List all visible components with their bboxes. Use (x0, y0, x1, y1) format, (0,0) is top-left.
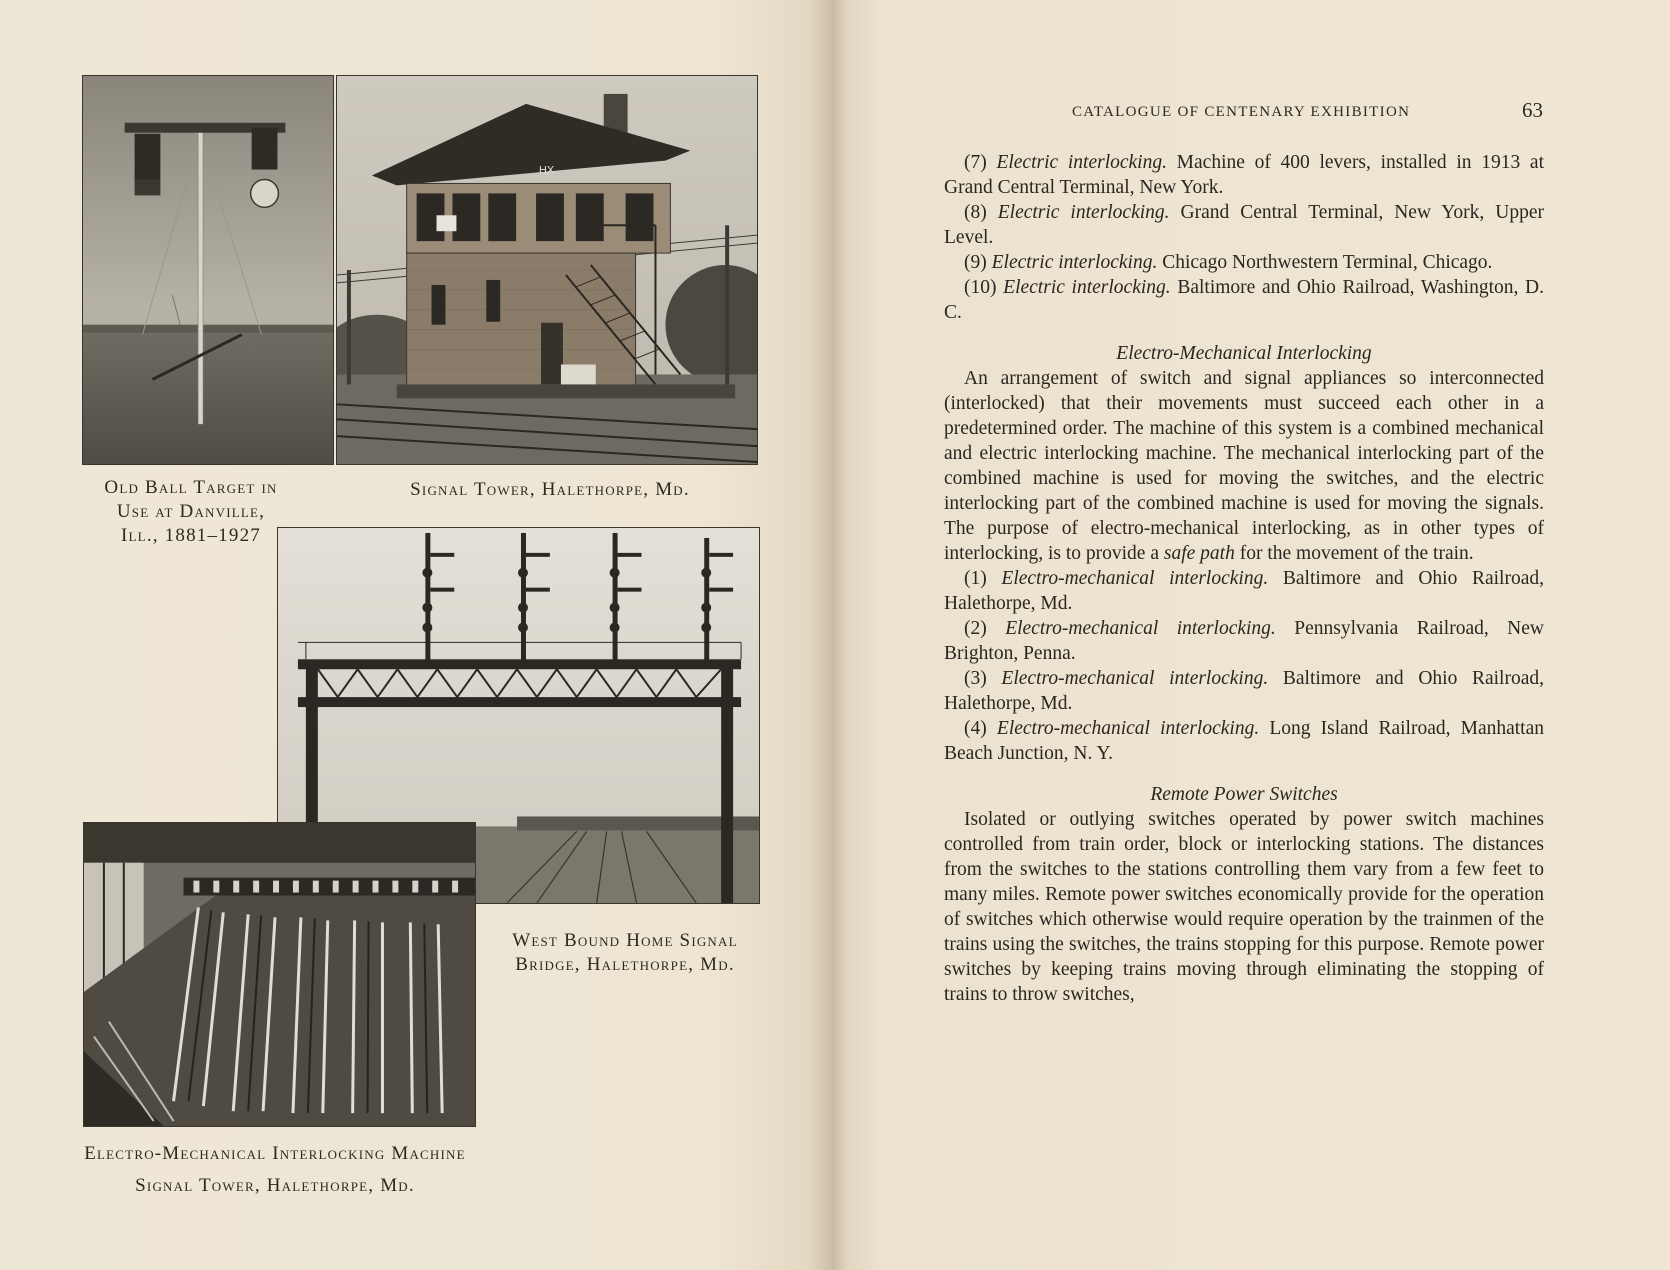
paragraph-emphasis: safe path (1163, 543, 1235, 564)
signal-tower-image (337, 76, 757, 464)
item-title: Electro-mechanical interlocking. (1001, 668, 1269, 689)
section-heading: Remote Power Switches (1150, 784, 1338, 805)
section-paragraph (944, 366, 1544, 566)
item-title: Electro-mechanical interlocking. (996, 718, 1260, 739)
section-heading: Electro-Mechanical Interlocking (1116, 343, 1372, 364)
caption-line: Use at Danville, (116, 501, 266, 522)
item-number: (7) (964, 152, 987, 173)
item-title: Electric interlocking. (1003, 277, 1171, 298)
running-head: CATALOGUE OF CENTENARY EXHIBITION (1072, 104, 1411, 120)
svg-text:HX: HX (539, 164, 555, 177)
caption-line: Old Ball Target in (104, 477, 278, 498)
catalogue-item (944, 150, 1544, 200)
caption-line: West Bound Home Signal (512, 930, 738, 951)
item-title: Electro-mechanical interlocking. (1005, 618, 1276, 639)
item-title: Electric interlocking. (991, 252, 1158, 273)
body-text (944, 150, 1544, 1007)
catalogue-item (944, 275, 1544, 325)
caption-line: Electro-Mechanical Interlocking Machine (84, 1143, 466, 1164)
catalogue-item (944, 716, 1544, 766)
item-text: Grand Central Terminal, New York, Upper Level. (944, 202, 1544, 248)
item-number: (8) (964, 202, 987, 223)
item-text: Baltimore and Ohio Railroad, Halethorpe, Md. (944, 568, 1544, 614)
caption-interlocking-machine (50, 1138, 500, 1202)
photo-interlocking-machine (83, 822, 476, 1127)
item-text: Baltimore and Ohio Railroad, Halethorpe, Md. (944, 668, 1544, 714)
item-text: Baltimore and Ohio Railroad, Washington, D. C. (944, 277, 1545, 323)
item-number: (3) (964, 668, 987, 689)
item-number: (9) (964, 252, 987, 273)
item-number: (2) (964, 618, 987, 639)
section-paragraph: Isolated or outlying switches operated by power switch machines controlled from train order, block or interlocking stations. The distances from the switches to the stations controlling them vary from a few feet to many miles. Remote power switches economically provide for the operation of switches which otherwise would require operation by the trainmen of the trains using the switches, the trains stopping for this purpose. Remote power switches by keeping trains moving through eliminating the stopping of trains to throw switches, (944, 809, 1544, 1005)
item-number: (4) (964, 718, 987, 739)
item-title: Electric interlocking. (997, 202, 1170, 223)
item-title: Electric interlocking. (996, 152, 1167, 173)
caption-line: Ill., 1881–1927 (121, 525, 261, 546)
paragraph-text: for the movement of the train. (1234, 543, 1474, 564)
paragraph-text: An arrangement of switch and signal appliances so interconnected (interlocked) that their movements must succeed each other in a predetermined order. The machine of this system is a combined mechanical and electric interlocking machine. The mechanical interlocking part of the combined machine is used for moving the switches, and the electric interlocking part of the combined machine is used for moving the signals. The purpose of electro-mechanical interlocking, as in other types of interlocking, is to provide a (944, 368, 1544, 564)
item-text: Machine of 400 levers, installed in 1913 at Grand Central Terminal, New York. (944, 152, 1544, 198)
caption-signal-bridge (490, 929, 760, 977)
ball-target-image (83, 76, 333, 464)
caption-line: Signal Tower, Halethorpe, Md. (135, 1175, 415, 1196)
caption-line: Signal Tower, Halethorpe, Md. (410, 479, 690, 500)
caption-signal-tower (360, 478, 740, 502)
item-text: Long Island Railroad, Manhattan Beach Junction, N. Y. (944, 718, 1545, 764)
item-text: Chicago Northwestern Terminal, Chicago. (1157, 252, 1493, 273)
interlocking-machine-image (84, 823, 475, 1126)
item-number: (10) (964, 277, 997, 298)
item-text: Pennsylvania Railroad, New Brighton, Penna. (944, 618, 1544, 664)
catalogue-item (944, 616, 1544, 666)
catalogue-item (944, 200, 1544, 250)
catalogue-item (944, 566, 1544, 616)
item-title: Electro-mechanical interlocking. (1001, 568, 1269, 589)
catalogue-item (944, 666, 1544, 716)
photo-ball-target (82, 75, 334, 465)
page-number: 63 (1522, 98, 1543, 122)
photo-signal-tower (336, 75, 758, 465)
left-page (0, 0, 832, 1270)
item-number: (1) (964, 568, 987, 589)
catalogue-item (944, 250, 1544, 275)
caption-line: Bridge, Halethorpe, Md. (515, 954, 735, 975)
